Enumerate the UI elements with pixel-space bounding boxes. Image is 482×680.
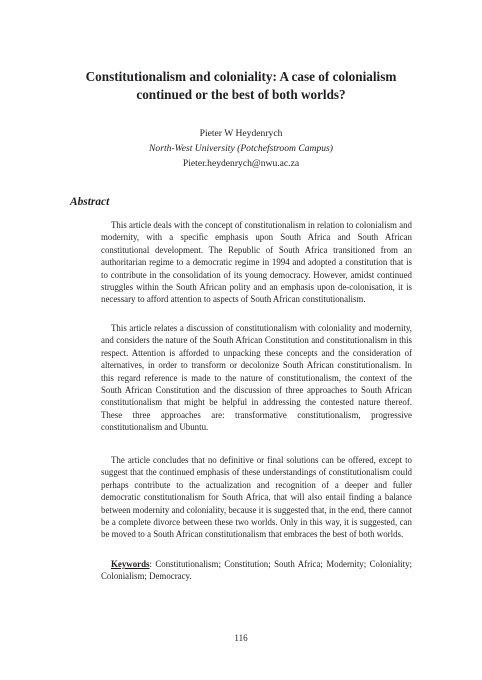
abstract-heading: Abstract xyxy=(70,196,110,208)
keywords-separator: : xyxy=(149,559,152,569)
article-title: Constitutionalism and coloniality: A case of colonialism continued or the best of both worlds? xyxy=(85,69,397,102)
keywords-list: Constitutionalism; Constitution; South Africa; Modernity; Coloniality; Colonialism; Democracy. xyxy=(101,559,412,582)
author-email: Pieter.heydenrych@nwu.ac.za xyxy=(182,158,300,169)
keywords-paragraph xyxy=(101,558,412,583)
abstract-paragraph: The article concludes that no definitive or final solutions can be offered, except to suggest that the continued emphasis of these understandings of constitutionalism could perhaps contribute to the actualization and recognition of a deeper and fuller democratic constitutionalism for South Africa, that will also entail finding a balance between modernity and coloniality, because it is suggested that, in the end, there cannot be a complete divorce between these two worlds. Only in this way, it is suggested, can be moved to a South African constitutionalism that embraces the best of both worlds. xyxy=(101,455,412,540)
abstract-paragraph: This article relates a discussion of constitutionalism with coloniality and modernity, and considers the nature of the South African Constitution and constitutionalism in this respect. Attention is afforded to unpacking these concepts and the consideration of alternatives, in order to transform or decolonize South African constitutionalism. In this regard reference is made to the nature of constitutionalism, the context of the South African Constitution and the discussion of three approaches to South African constitutionalism that might be helpful in addressing the contested nature thereof. These three approaches are: transformative constitutionalism, progressive constitutionalism and Ubuntu. xyxy=(101,323,412,433)
author-name: Pieter W Heydenrych xyxy=(199,128,283,139)
page-number: 116 xyxy=(234,633,248,643)
author-affiliation: North-West University (Potchefstroom Campus) xyxy=(149,143,333,154)
abstract-paragraph: This article deals with the concept of constitutionalism in relation to colonialism and modernity, with a specific emphasis upon South Africa and South African constitutional development. The Republic of South Africa transitioned from an authoritarian regime to a democratic regime in 1994 and adopted a constitution that is to contribute in the consolidation of its young democracy. However, amidst continued struggles within the South African polity and an emphasis upon de-colonisation, it is necessary to afford attention to aspects of South African constitutionalism. xyxy=(101,220,412,305)
keywords-label: Keywords xyxy=(111,559,150,569)
